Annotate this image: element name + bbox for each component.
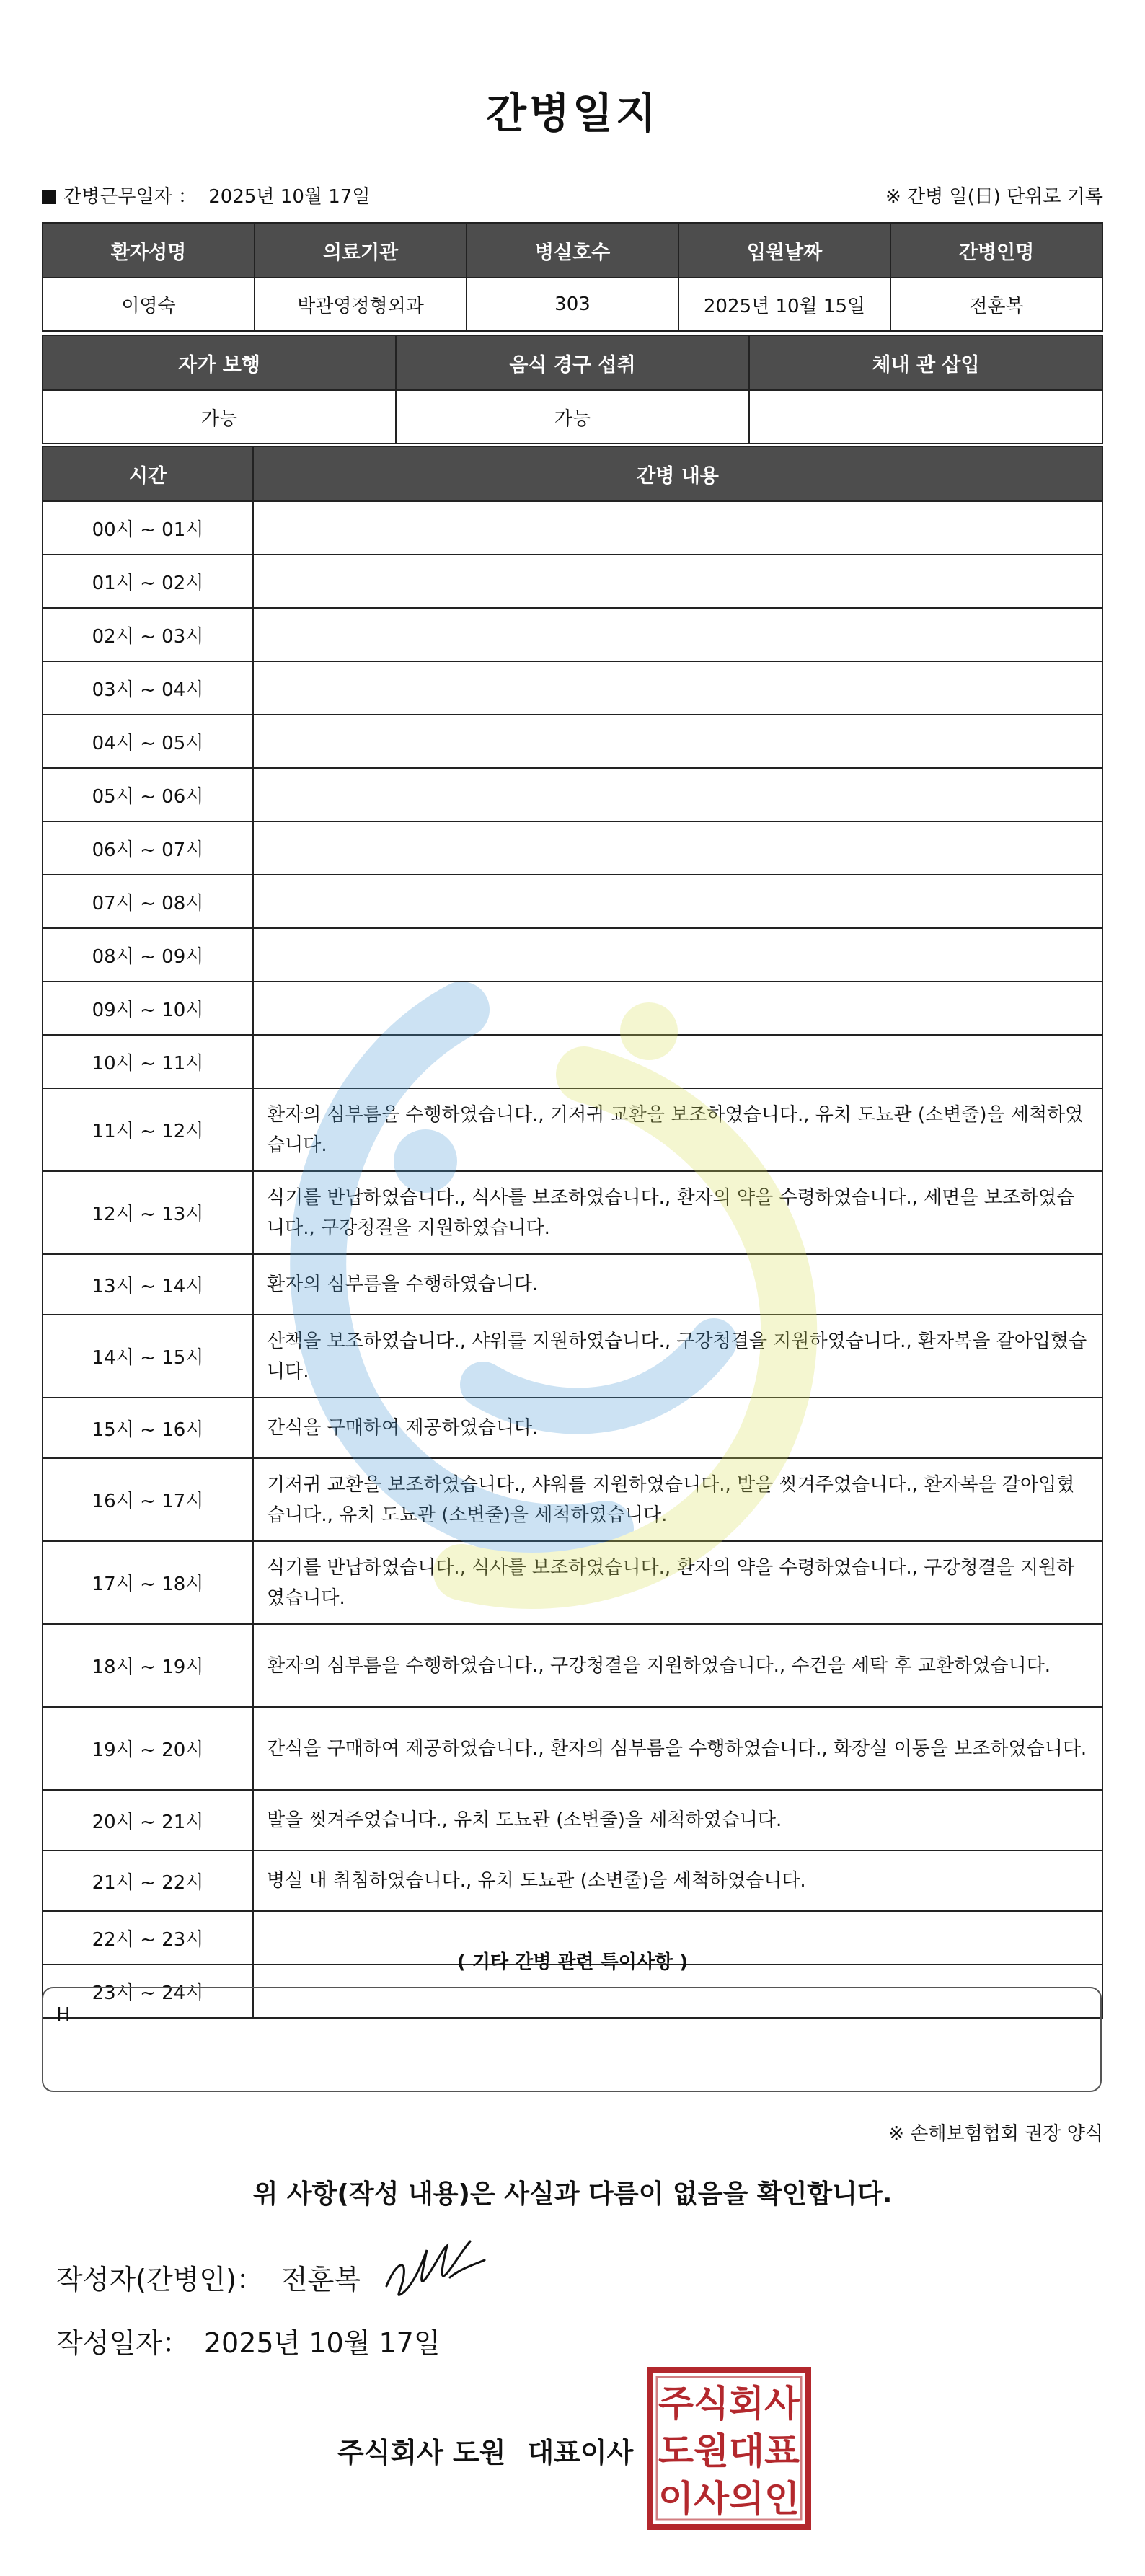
admission-date: 2025년 10월 15일: [678, 278, 890, 331]
table-row: [43, 1398, 1102, 1458]
time-slot: 17시 ~ 18시: [43, 1541, 253, 1624]
work-date-label: 간병근무일자 ：: [63, 186, 197, 208]
table-row: [43, 608, 1102, 661]
time-slot: 05시 ~ 06시: [43, 768, 253, 821]
table-row: [43, 1624, 1102, 1707]
care-content-cell[interactable]: 발을 씻겨주었습니다., 유치 도뇨관 (소변줄)을 세척하였습니다.: [253, 1790, 1102, 1851]
time-slot: 21시 ~ 22시: [43, 1851, 253, 1911]
write-date-label: 작성일자：: [56, 2327, 190, 2359]
self-walking-value: 가능: [43, 390, 396, 444]
time-slot: 04시 ~ 05시: [43, 715, 253, 768]
square-bullet-icon: [42, 190, 56, 204]
header-self-walking: 자가 보행: [43, 335, 396, 390]
time-slot: 11시 ~ 12시: [43, 1088, 253, 1171]
remarks-text: H: [56, 2004, 71, 2026]
time-slot: 12시 ~ 13시: [43, 1171, 253, 1254]
table-row: [43, 1541, 1102, 1624]
room-number: 303: [467, 278, 678, 331]
care-content-cell[interactable]: 간식을 구매하여 제공하였습니다.: [253, 1398, 1102, 1458]
write-date-line: [56, 2321, 441, 2360]
time-slot: 09시 ~ 10시: [43, 982, 253, 1035]
care-content-cell[interactable]: 기저귀 교환을 보조하였습니다., 샤워를 지원하였습니다., 발을 씻겨주었습니다., 환자복을 갈아입혔습니다., 유치 도뇨관 (소변줄)을 세척하였습니다.: [253, 1458, 1102, 1541]
table-row: [43, 1851, 1102, 1911]
table-row: [43, 1171, 1102, 1254]
table-row: [43, 1707, 1102, 1790]
time-slot: 14시 ~ 15시: [43, 1315, 253, 1398]
unit-note: ※ 간병 일(日) 단위로 기록: [885, 186, 1103, 208]
form-note: ※ 손해보험협회 권장 양식: [888, 2123, 1103, 2145]
care-content-cell[interactable]: [253, 661, 1102, 715]
header-care-content: 간병 내용: [253, 446, 1102, 501]
hospital-name: 박관영정형외과: [255, 278, 467, 331]
time-slot: 02시 ~ 03시: [43, 608, 253, 661]
remarks-field[interactable]: [42, 1987, 1102, 2092]
patient-status-table: [42, 335, 1103, 444]
care-content-cell[interactable]: [253, 982, 1102, 1035]
table-row: [43, 768, 1102, 821]
time-slot: 23시 ~ 24시: [43, 1964, 253, 2018]
time-slot: 08시 ~ 09시: [43, 928, 253, 982]
table-row: [43, 1035, 1102, 1088]
table-row: [43, 1458, 1102, 1541]
company-name: 주식회사 도원: [337, 2437, 506, 2469]
time-slot: 20시 ~ 21시: [43, 1790, 253, 1851]
company-title: 대표이사: [527, 2437, 634, 2469]
time-slot: 01시 ~ 02시: [43, 555, 253, 608]
table-row: [43, 982, 1102, 1035]
table-row: [43, 501, 1102, 555]
company-signature: [337, 2430, 633, 2470]
time-slot: 16시 ~ 17시: [43, 1458, 253, 1541]
signature-icon: [381, 2236, 489, 2305]
seal-text-line: 이사의인: [658, 2478, 800, 2520]
writer-line: [56, 2257, 361, 2297]
time-slot: 22시 ~ 23시: [43, 1911, 253, 1964]
care-content-cell[interactable]: 환자의 심부름을 수행하였습니다.: [253, 1254, 1102, 1315]
header-oral-intake: 음식 경구 섭취: [396, 335, 749, 390]
table-row: [43, 1315, 1102, 1398]
work-date: [42, 182, 370, 208]
care-content-cell[interactable]: [253, 501, 1102, 555]
seal-text-line: 도원대표: [658, 2430, 800, 2472]
care-content-cell[interactable]: [253, 555, 1102, 608]
table-row: [43, 875, 1102, 928]
table-row: [43, 555, 1102, 608]
confirmation-statement: 위 사항(작성 내용)은 사실과 다름이 없음을 확인합니다.: [252, 2179, 893, 2209]
time-slot: 18시 ~ 19시: [43, 1624, 253, 1707]
table-row: [43, 1254, 1102, 1315]
table-row: [43, 1088, 1102, 1171]
care-content-cell[interactable]: 식기를 반납하였습니다., 식사를 보조하였습니다., 환자의 약을 수령하였습니다., 세면을 보조하였습니다., 구강청결을 지원하였습니다.: [253, 1171, 1102, 1254]
care-content-cell[interactable]: 식기를 반납하였습니다., 식사를 보조하였습니다., 환자의 약을 수령하였습니다., 구강청결을 지원하였습니다.: [253, 1541, 1102, 1624]
company-seal-icon: [647, 2367, 811, 2530]
care-log-table: [42, 446, 1103, 2019]
header-patient-name: 환자성명: [43, 223, 255, 278]
care-content-cell[interactable]: [253, 1035, 1102, 1088]
table-row: [43, 821, 1102, 875]
header-hospital: 의료기관: [255, 223, 467, 278]
remarks-title: ( 기타 간병 관련 특이사항 ): [456, 1951, 689, 1973]
care-content-cell[interactable]: [253, 768, 1102, 821]
care-content-cell[interactable]: 환자의 심부름을 수행하였습니다., 구강청결을 지원하였습니다., 수건을 세탁 후 교환하였습니다.: [253, 1624, 1102, 1707]
patient-info-table: [42, 222, 1103, 332]
header-room: 병실호수: [467, 223, 678, 278]
work-date-value: 2025년 10월 17일: [208, 186, 371, 208]
page-title: 간병일지: [485, 89, 660, 138]
care-content-cell[interactable]: [253, 928, 1102, 982]
time-slot: 10시 ~ 11시: [43, 1035, 253, 1088]
table-row: [43, 928, 1102, 982]
care-content-cell[interactable]: 간식을 구매하여 제공하였습니다., 환자의 심부름을 수행하였습니다., 화장실 이동을 보조하였습니다.: [253, 1707, 1102, 1790]
table-row: [43, 661, 1102, 715]
oral-intake-value: 가능: [396, 390, 749, 444]
care-content-cell[interactable]: [253, 875, 1102, 928]
header-caregiver: 간병인명: [890, 223, 1102, 278]
header-time: 시간: [43, 446, 253, 501]
patient-name: 이영숙: [43, 278, 255, 331]
writer-label: 작성자(간병인)：: [56, 2264, 264, 2295]
header-tube-insertion: 체내 관 삽입: [749, 335, 1102, 390]
tube-insertion-value: [749, 390, 1102, 444]
writer-name: 전훈복: [280, 2264, 361, 2295]
care-content-cell[interactable]: [253, 608, 1102, 661]
care-content-cell[interactable]: [253, 821, 1102, 875]
time-slot: 15시 ~ 16시: [43, 1398, 253, 1458]
care-content-cell[interactable]: [253, 715, 1102, 768]
time-slot: 06시 ~ 07시: [43, 821, 253, 875]
write-date-value: 2025년 10월 17일: [203, 2327, 441, 2359]
table-row: [43, 715, 1102, 768]
care-content-cell[interactable]: 병실 내 취침하였습니다., 유치 도뇨관 (소변줄)을 세척하였습니다.: [253, 1851, 1102, 1911]
care-content-cell[interactable]: 환자의 심부름을 수행하였습니다., 기저귀 교환을 보조하였습니다., 유치 도뇨관 (소변줄)을 세척하였습니다.: [253, 1088, 1102, 1171]
time-slot: 13시 ~ 14시: [43, 1254, 253, 1315]
caregiver-name: 전훈복: [890, 278, 1102, 331]
time-slot: 07시 ~ 08시: [43, 875, 253, 928]
time-slot: 00시 ~ 01시: [43, 501, 253, 555]
seal-text-line: 주식회사: [658, 2383, 800, 2425]
time-slot: 03시 ~ 04시: [43, 661, 253, 715]
header-admission-date: 입원날짜: [678, 223, 890, 278]
care-content-cell[interactable]: 산책을 보조하였습니다., 샤워를 지원하였습니다., 구강청결을 지원하였습니다., 환자복을 갈아입혔습니다.: [253, 1315, 1102, 1398]
time-slot: 19시 ~ 20시: [43, 1707, 253, 1790]
table-row: [43, 1790, 1102, 1851]
